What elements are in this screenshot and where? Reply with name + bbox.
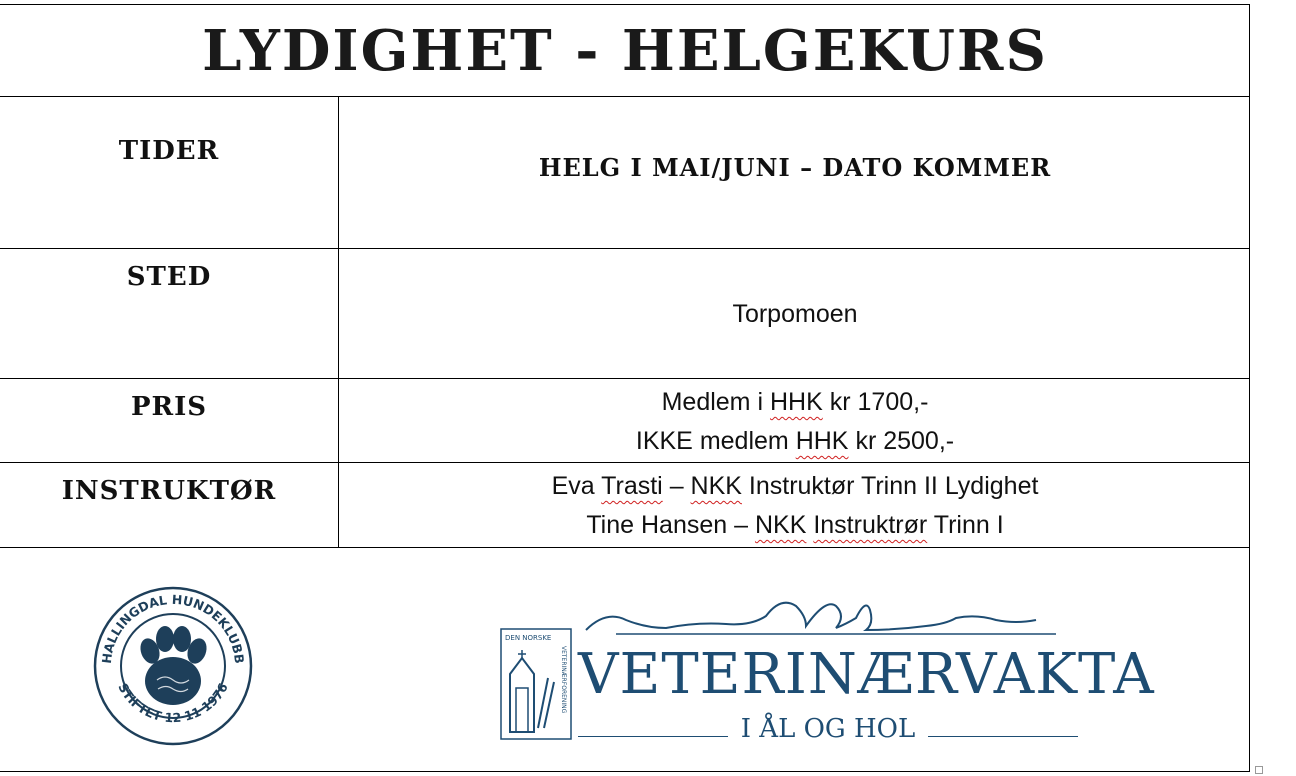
hhk-seal-icon bbox=[92, 585, 254, 747]
hhk-ring-bottom-text: STIFTET 12 11 1976 bbox=[115, 680, 231, 726]
label-instruktor: INSTRUKTØR bbox=[61, 476, 277, 506]
value-tider: HELG I MAI/JUNI – DATO KOMMER bbox=[538, 153, 1052, 182]
paw-print-icon bbox=[137, 626, 210, 705]
hhk-logo bbox=[92, 585, 254, 747]
column-divider bbox=[338, 96, 339, 548]
veterinaerforening-badge-icon bbox=[500, 628, 572, 740]
page-corner-marker bbox=[1255, 766, 1263, 774]
svg-text:HALLINGDAL HUNDEKLUBB bbox=[99, 592, 247, 665]
row-divider bbox=[0, 96, 1250, 97]
svg-text:DEN NORSKE: DEN NORSKE bbox=[505, 634, 552, 642]
veterinaervakta-name: VETERINÆRVAKTA bbox=[578, 642, 1155, 707]
animal-line-art-icon bbox=[576, 590, 1076, 640]
row-divider bbox=[0, 462, 1250, 463]
value-instruktor-line2: Tine Hansen – NKK Instruktrør Trinn I bbox=[586, 511, 1004, 539]
svg-text:VETERINÆRFORENING: VETERINÆRFORENING bbox=[560, 646, 567, 714]
label-sted: STED bbox=[126, 262, 212, 292]
value-instruktor-line1: Eva Trasti – NKK Instruktør Trinn II Lydighet bbox=[551, 472, 1039, 500]
page-title: LYDIGHET - HELGEKURS bbox=[202, 18, 1048, 84]
value-pris-line1: Medlem i HHK kr 1700,- bbox=[661, 388, 929, 416]
value-sted: Torpomoen bbox=[732, 300, 858, 328]
row-divider bbox=[0, 547, 1250, 548]
hhk-ring-top-text: HALLINGDAL HUNDEKLUBB bbox=[98, 591, 248, 665]
row-divider bbox=[0, 378, 1250, 379]
veterinaervakta-logo bbox=[496, 590, 1155, 750]
veterinaervakta-subtitle: I ÅL OG HOL bbox=[740, 714, 916, 744]
label-pris: PRIS bbox=[130, 392, 208, 422]
row-divider bbox=[0, 248, 1250, 249]
value-pris-line2: IKKE medlem HHK kr 2500,- bbox=[635, 427, 955, 455]
label-tider: TIDER bbox=[118, 136, 220, 166]
